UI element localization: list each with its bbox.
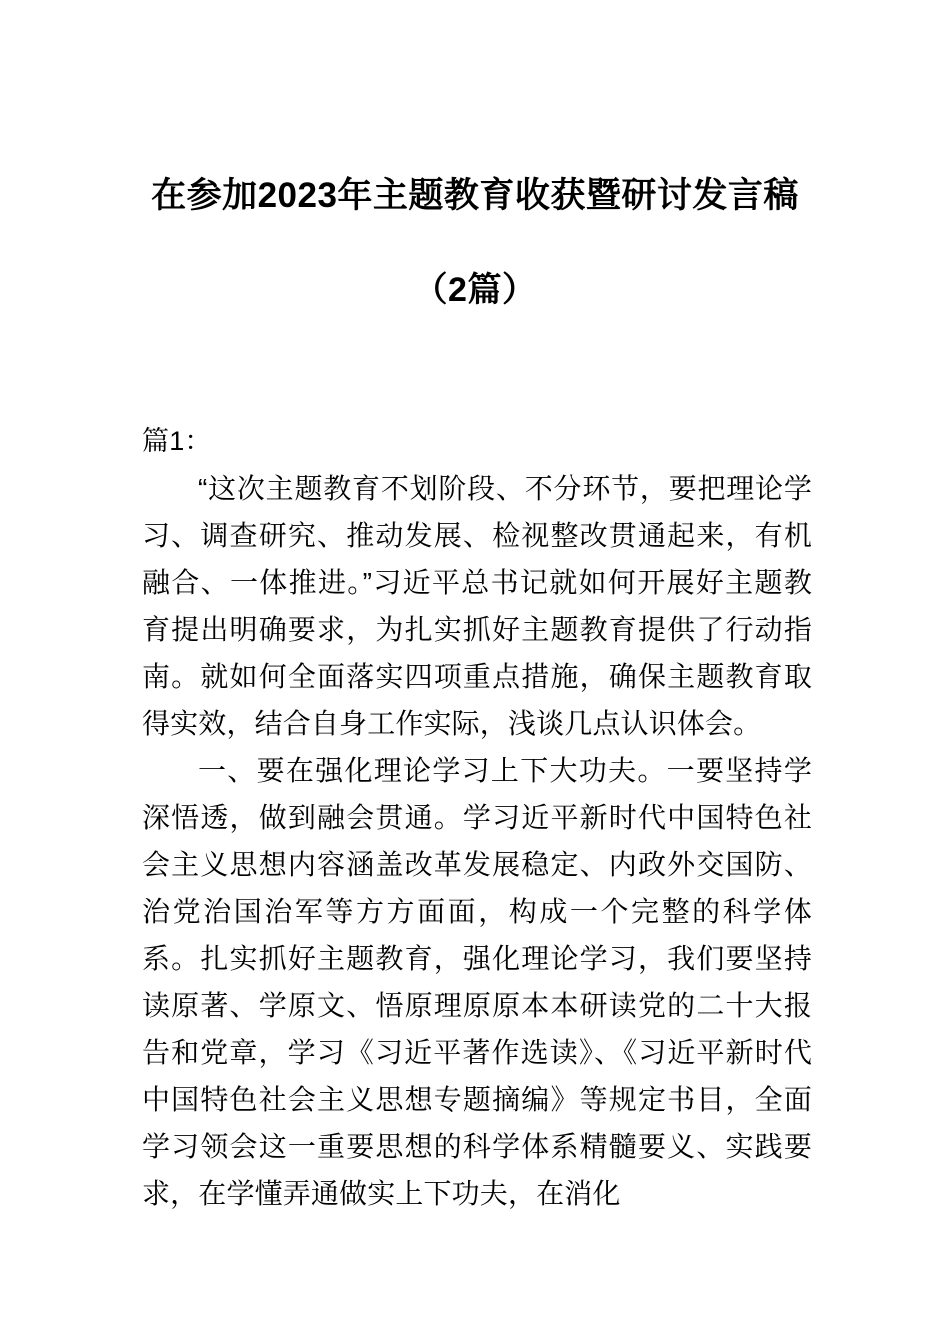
document-body bbox=[142, 418, 812, 1217]
section-label-pian-1: 篇1： bbox=[142, 426, 212, 456]
page-subtitle: （2篇） bbox=[413, 271, 537, 309]
page-title: 在参加2023年主题教育收获暨研讨发言稿 bbox=[151, 176, 799, 216]
body-paragraph: “这次主题教育不划阶段、不分环节，要把理论学习、调查研究、推动发展、检视整改贯通起来，有机融合、一体推进。”习近平总书记就如何开展好主题教育提出明确要求，为扎实抓好主题教育提供了行动指南。就如何全面落实四项重点措施，确保主题教育取得实效，结合自身工作实际，浅谈几点认识体会。 bbox=[142, 473, 812, 739]
body-paragraph: 一、要在强化理论学习上下大功夫。一要坚持学深悟透，做到融会贯通。学习近平新时代中国特色社会主义思想内容涵盖改革发展稳定、内政外交国防、治党治国治军等方方面面，构成一个完整的科学体系。扎实抓好主题教育，强化理论学习，我们要坚持读原著、学原文、悟原理原原本本研读党的二十大报告和党章，学习《习近平著作选读》、《习近平新时代中国特色社会主义思想专题摘编》等规定书目，全面学习领会这一重要思想的科学体系精髓要义、实践要求，在学懂弄通做实上下功夫，在消化 bbox=[142, 755, 812, 1209]
